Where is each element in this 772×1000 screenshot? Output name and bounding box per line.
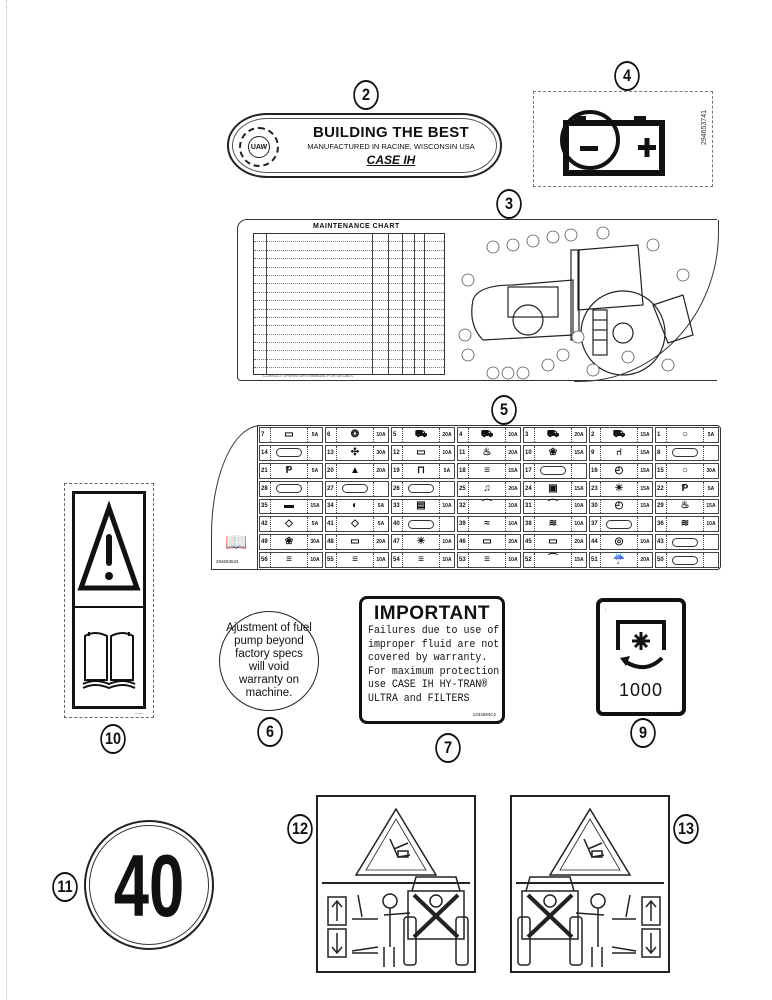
fuse-cell xyxy=(655,516,719,532)
pto-icon: Ᵽ xyxy=(285,464,293,476)
gauge-icon: ◴ xyxy=(614,500,624,512)
tractor-icon: ⛟ xyxy=(546,428,560,440)
fuse-amperage xyxy=(571,464,586,478)
fuse-amperage: 10A xyxy=(505,553,520,567)
callout-13: 13 xyxy=(673,814,699,844)
fuse-amperage: 20A xyxy=(505,446,520,460)
fuse-cell xyxy=(655,499,719,515)
fuse-cell xyxy=(457,534,521,550)
fuse-cell xyxy=(457,552,521,568)
part-number: 294653542 xyxy=(216,559,239,564)
tractor-lubrication-diagram xyxy=(453,225,703,380)
part-number: ···· xyxy=(603,608,608,614)
callout-10: 10 xyxy=(100,724,126,754)
fuse-number: 35 xyxy=(260,500,271,514)
fuse-cell xyxy=(457,463,521,479)
callout-5: 5 xyxy=(491,395,517,425)
fuse-number: 48 xyxy=(326,535,337,549)
fuse-number: 6 xyxy=(326,428,337,442)
fuse-amperage: 15A xyxy=(505,464,520,478)
fuse-amperage: 30A xyxy=(373,446,388,460)
fuse-number: 11 xyxy=(458,446,469,460)
battery-disconnect-icon xyxy=(534,92,684,188)
body-line: ULTRA and FILTERS xyxy=(368,692,470,705)
fuse-number: 13 xyxy=(326,446,337,460)
operator-manual-book-icon xyxy=(75,608,143,708)
bulb-icon: ○ xyxy=(681,428,689,440)
crush-hazard-illustration xyxy=(318,797,474,971)
fuse-amperage: 15A xyxy=(637,500,652,514)
fuse-cell xyxy=(589,463,653,479)
part-number: 1334594C2 xyxy=(472,712,496,717)
radio-icon: ▣ xyxy=(548,482,558,494)
fuse-amperage: 20A xyxy=(637,553,652,567)
blank-icon xyxy=(403,484,439,493)
fuse-amperage: 20A xyxy=(505,535,520,549)
fuse-amperage: 30A xyxy=(307,535,322,549)
fuse-amperage xyxy=(307,446,322,460)
body-line: Failures due to use of xyxy=(368,625,500,637)
fuse-amperage: 10A xyxy=(505,517,520,531)
fuse-number: 41 xyxy=(326,517,337,531)
decal-fuel-pump-warranty xyxy=(219,611,319,711)
fuse-amperage: 10A xyxy=(373,428,388,442)
fuse-cell xyxy=(589,499,653,515)
decal-crush-hazard-right xyxy=(510,795,670,973)
fuse-cell xyxy=(457,427,521,443)
fuse-cell xyxy=(589,516,653,532)
fuse-amperage: 10A xyxy=(307,553,322,567)
fuse-number: 17 xyxy=(524,464,535,478)
blank-icon xyxy=(337,484,373,493)
fuse-cell xyxy=(523,516,587,532)
decal-building-the-best xyxy=(227,113,502,178)
fuse-amperage: 5A xyxy=(307,517,322,531)
fuse-number: 31 xyxy=(524,500,535,514)
fuse-number: 43 xyxy=(656,535,667,549)
fuse-cell xyxy=(391,516,455,532)
blank-icon xyxy=(601,520,637,529)
fuse-number: 12 xyxy=(392,446,403,460)
callout-9: 9 xyxy=(630,718,656,748)
decal-warning-read-manual xyxy=(64,483,154,718)
fuse-cell xyxy=(259,516,323,532)
fuse-number: 14 xyxy=(260,446,271,460)
blank-icon xyxy=(271,448,307,457)
fuse-amperage: 20A xyxy=(571,535,586,549)
fuse-amperage: 5A xyxy=(307,428,322,442)
fuse-cell xyxy=(391,427,455,443)
fuse-number: 16 xyxy=(590,464,601,478)
fuse-number: 34 xyxy=(326,500,337,514)
fuse-number: 47 xyxy=(392,535,403,549)
fuse-cell xyxy=(589,427,653,443)
fuse-number: 26 xyxy=(392,482,403,496)
fuse-number: 52 xyxy=(524,553,535,567)
callout-11: 11 xyxy=(52,872,78,902)
fuse-amperage: 30A xyxy=(703,464,718,478)
lights-lock-icon: ❂ xyxy=(350,428,360,440)
fuse-cell xyxy=(523,534,587,550)
wiper-icon: ⌒ xyxy=(482,500,492,512)
pto-speed-icon xyxy=(600,602,682,682)
RF-headlight-icon: ≡ xyxy=(352,554,358,566)
horn-icon: ♫ xyxy=(483,482,491,494)
fuse-amperage: 15A xyxy=(307,500,322,514)
battery-icon: ▭ xyxy=(350,536,360,548)
fuse-number: 27 xyxy=(326,482,337,496)
body-line: For maximum protection xyxy=(368,665,500,678)
fuse-cell xyxy=(655,463,719,479)
fuse-amperage: 15A xyxy=(637,446,652,460)
fuse-number: 25 xyxy=(458,482,469,496)
fuse-cell xyxy=(391,481,455,497)
decal-battery xyxy=(533,91,713,187)
brand-logo: CASE IH xyxy=(366,153,416,167)
fuse-amperage xyxy=(307,482,322,496)
fuse-cell xyxy=(523,427,587,443)
fuse-cell xyxy=(457,516,521,532)
blank-icon xyxy=(667,538,703,547)
crush-hazard-illustration xyxy=(512,797,668,971)
fuse-number: 5 xyxy=(392,428,403,442)
fuse-number: 28 xyxy=(260,482,271,496)
pto-icon: Ᵽ xyxy=(681,482,689,494)
fuse-cell xyxy=(391,534,455,550)
fuse-number: 18 xyxy=(458,464,469,478)
gauge-icon: ◴ xyxy=(614,464,624,476)
fuse-amperage xyxy=(373,482,388,496)
fuse-number: 23 xyxy=(590,482,601,496)
steering-icon: ◎ xyxy=(614,536,624,548)
bulb-icon: ○ xyxy=(681,464,689,476)
blank-icon xyxy=(271,484,307,493)
fuse-amperage: 10A xyxy=(439,553,454,567)
blank-icon xyxy=(667,556,703,565)
decal-frame xyxy=(72,491,146,709)
fuse-number: 44 xyxy=(590,535,601,549)
decal-subline: MANUFACTURED IN RACINE, WISCONSIN USA xyxy=(307,142,475,151)
fuse-amperage: 5A xyxy=(373,517,388,531)
callout-3: 3 xyxy=(496,189,522,219)
fuse-cell xyxy=(655,445,719,461)
coolant-icon: ≋ xyxy=(680,518,690,530)
fuse-cell xyxy=(325,516,389,532)
battery-icon: ▭ xyxy=(284,428,294,440)
decal-important-fluid xyxy=(359,596,505,724)
beacon-icon: ☀ xyxy=(614,482,624,494)
fuse-cell xyxy=(325,445,389,461)
fuse-number: 24 xyxy=(524,482,535,496)
fuse-number: 8 xyxy=(656,446,667,460)
fuse-number: 49 xyxy=(260,535,271,549)
fuse-number: 51 xyxy=(590,553,601,567)
fuse-cell xyxy=(259,481,323,497)
decal-maintenance-chart xyxy=(237,219,717,381)
fuse-cell xyxy=(655,481,719,497)
fuse-number: 33 xyxy=(392,500,403,514)
fuse-amperage: 10A xyxy=(373,553,388,567)
speed-value: 40 xyxy=(113,836,185,935)
fuse-cell xyxy=(391,552,455,568)
fuse-amperage: 10A xyxy=(439,500,454,514)
hitch-icon: ⊓ xyxy=(417,464,425,476)
decal-pto-1000 xyxy=(596,598,686,716)
fuse-cell xyxy=(655,534,719,550)
fuse-cell xyxy=(589,445,653,461)
LR-headlight-icon: ≡ xyxy=(418,554,424,566)
fuse-amperage: 15A xyxy=(637,428,652,442)
fuse-amperage: 20A xyxy=(373,535,388,549)
part-number: 294653741 xyxy=(701,110,708,146)
blank-icon xyxy=(403,520,439,529)
fuse-amperage: 15A xyxy=(703,500,718,514)
signal-icon: ◇ xyxy=(351,518,359,530)
fuse-cell xyxy=(391,499,455,515)
heat-icon: ☀ xyxy=(416,536,426,548)
fuse-amperage: 15A xyxy=(571,482,586,496)
fan-icon: ❀ xyxy=(548,446,558,458)
fuse-amperage xyxy=(703,553,718,567)
fuse-amperage: 10A xyxy=(703,517,718,531)
fuse-cell xyxy=(523,552,587,568)
fuse-amperage: 5A xyxy=(703,428,718,442)
body-line: improper fluid are not xyxy=(368,638,500,651)
LF-headlight-icon: ≡ xyxy=(286,554,292,566)
fuse-cell xyxy=(457,499,521,515)
fuse-number: 38 xyxy=(524,517,535,531)
mirror-icon: ◐ xyxy=(351,500,359,512)
fuse-amperage: 15A xyxy=(637,464,652,478)
fuse-amperage: 10A xyxy=(571,500,586,514)
fuse-number: 1 xyxy=(656,428,667,442)
fuse-cell xyxy=(259,427,323,443)
fuse-cell xyxy=(523,445,587,461)
callout-12: 12 xyxy=(287,814,313,844)
fuse-amperage: 10A xyxy=(505,428,520,442)
seat-heat-icon: ♨ xyxy=(680,500,690,512)
tractor-icon: ⛟ xyxy=(612,428,626,440)
fuse-amperage: 15A xyxy=(571,446,586,460)
fuse-amperage: 15A xyxy=(637,482,652,496)
operator-manual-icon: 📖 xyxy=(225,532,248,552)
callout-7: 7 xyxy=(435,733,461,763)
decal-body xyxy=(368,625,500,707)
fan-light-icon: ❀ xyxy=(284,536,294,548)
cab-icon: ▤ xyxy=(416,500,426,512)
callout-6: 6 xyxy=(257,717,283,747)
fuse-amperage xyxy=(439,482,454,496)
fuse-number: 42 xyxy=(260,517,271,531)
fuse-amperage xyxy=(439,517,454,531)
fuse-cell xyxy=(325,427,389,443)
fuse-amperage: 20A xyxy=(571,428,586,442)
signal-icon: ◇ xyxy=(285,518,293,530)
fuse-amperage xyxy=(703,446,718,460)
blank-icon xyxy=(535,466,571,475)
fuse-number: 20 xyxy=(326,464,337,478)
decal-fuse-chart xyxy=(211,425,721,570)
fuse-cell xyxy=(325,534,389,550)
fuse-cell xyxy=(523,463,587,479)
fuse-cell xyxy=(391,445,455,461)
fuse-amperage: 15A xyxy=(571,553,586,567)
page-margin-line xyxy=(6,0,7,1000)
fuse-cell xyxy=(589,534,653,550)
fuse-cell xyxy=(457,481,521,497)
fuse-amperage: 5A xyxy=(703,482,718,496)
fuse-amperage: 5A xyxy=(373,500,388,514)
decal-crush-hazard-left xyxy=(316,795,476,973)
battery-icon: ▭ xyxy=(548,536,558,548)
fuse-cell xyxy=(523,481,587,497)
coolant-icon: ≋ xyxy=(548,518,558,530)
fuse-number: 19 xyxy=(392,464,403,478)
fuse-number: 54 xyxy=(392,553,403,567)
tractor-icon: ⛟ xyxy=(414,428,428,440)
fuse-number: 37 xyxy=(590,517,601,531)
fuse-number: 29 xyxy=(656,500,667,514)
fuse-cell xyxy=(325,481,389,497)
fuse-cell xyxy=(259,534,323,550)
fuse-amperage: 20A xyxy=(373,464,388,478)
fuse-cell xyxy=(655,552,719,568)
decal-text: Ajustment of fuel pump beyond factory specs will void warranty on machine. xyxy=(226,622,312,699)
lighter-icon: ♨ xyxy=(482,446,492,458)
seal-text: UAW xyxy=(248,136,270,158)
fuse-cell xyxy=(259,552,323,568)
fuse-grid xyxy=(257,425,721,570)
RR-headlight-icon: ≡ xyxy=(484,554,490,566)
fuse-number: 55 xyxy=(326,553,337,567)
cigar-icon: ▬ xyxy=(284,500,294,512)
fuse-number: 30 xyxy=(590,500,601,514)
maintenance-chart-footer: CONSULT OPERATOR'S MANUAL FOR DETAILS xyxy=(263,373,354,378)
fuse-amperage: 10A xyxy=(439,535,454,549)
defrost-icon: ≈ xyxy=(484,518,490,530)
pto-speed-value: 1000 xyxy=(618,680,664,700)
washer-icon: ☔ xyxy=(612,554,626,566)
callout-2: 2 xyxy=(353,80,379,110)
blank-icon xyxy=(667,448,703,457)
fuse-cell xyxy=(259,463,323,479)
compressor-icon: ✣ xyxy=(350,446,360,458)
fuse-number: 7 xyxy=(260,428,271,442)
fuse-cell xyxy=(259,445,323,461)
fuse-number: 36 xyxy=(656,517,667,531)
fuse-amperage: 10A xyxy=(571,517,586,531)
fuse-cell xyxy=(325,499,389,515)
battery-icon: ▭ xyxy=(482,536,492,548)
fuse-amperage xyxy=(637,517,652,531)
fuse-amperage: 20A xyxy=(505,482,520,496)
fuse-number: 56 xyxy=(260,553,271,567)
fuse-number: 40 xyxy=(392,517,403,531)
headlight-icon: ≡ xyxy=(484,464,490,476)
fuse-cell xyxy=(325,463,389,479)
fuse-number: 39 xyxy=(458,517,469,531)
fuse-cell xyxy=(655,427,719,443)
fuse-number: 9 xyxy=(590,446,601,460)
fuse-number: 50 xyxy=(656,553,667,567)
fuse-cell xyxy=(391,463,455,479)
decal-title: IMPORTANT xyxy=(373,603,491,624)
fuse-amperage: 10A xyxy=(505,500,520,514)
fuse-number: 45 xyxy=(524,535,535,549)
fuse-number: 15 xyxy=(656,464,667,478)
fuse-cell xyxy=(589,552,653,568)
fuse-number: 46 xyxy=(458,535,469,549)
fuse-cell xyxy=(259,499,323,515)
decal-speed-40 xyxy=(84,820,214,950)
part-number: —— xyxy=(135,710,143,715)
battery-icon: ▭ xyxy=(416,446,426,458)
fuse-number: 32 xyxy=(458,500,469,514)
fuse-number: 53 xyxy=(458,553,469,567)
fuse-amperage: 5A xyxy=(439,464,454,478)
maintenance-chart-table xyxy=(253,233,445,375)
fuse-amperage: 10A xyxy=(637,535,652,549)
fuse-amperage: 20A xyxy=(439,428,454,442)
tractor-icon: ⛟ xyxy=(480,428,494,440)
fuse-number: 4 xyxy=(458,428,469,442)
fuse-amperage: 5A xyxy=(307,464,322,478)
body-line: use CASE IH HY-TRAN® xyxy=(368,679,488,692)
warning-triangle-icon xyxy=(75,494,143,602)
fuse-cell xyxy=(325,552,389,568)
fuse-cell xyxy=(457,445,521,461)
maintenance-chart-title: MAINTENANCE CHART xyxy=(313,223,400,230)
fuse-cell xyxy=(523,499,587,515)
fuse-number: 21 xyxy=(260,464,271,478)
callout-4: 4 xyxy=(614,61,640,91)
body-line: covered by warranty. xyxy=(368,652,488,665)
hazard-icon: ▲ xyxy=(350,464,360,476)
seat-icon: ⑁ xyxy=(616,446,622,458)
fuse-cell xyxy=(589,481,653,497)
decal-headline: BUILDING THE BEST xyxy=(313,124,469,141)
wiper-icon: ⌒ xyxy=(548,500,558,512)
fuse-amperage: 10A xyxy=(439,446,454,460)
fuse-number: 3 xyxy=(524,428,535,442)
fuse-number: 22 xyxy=(656,482,667,496)
fuse-number: 2 xyxy=(590,428,601,442)
wiper-rear-icon: ⌒ xyxy=(548,554,558,566)
fuse-number: 10 xyxy=(524,446,535,460)
uaw-seal-icon xyxy=(239,127,279,167)
fuse-amperage xyxy=(703,535,718,549)
